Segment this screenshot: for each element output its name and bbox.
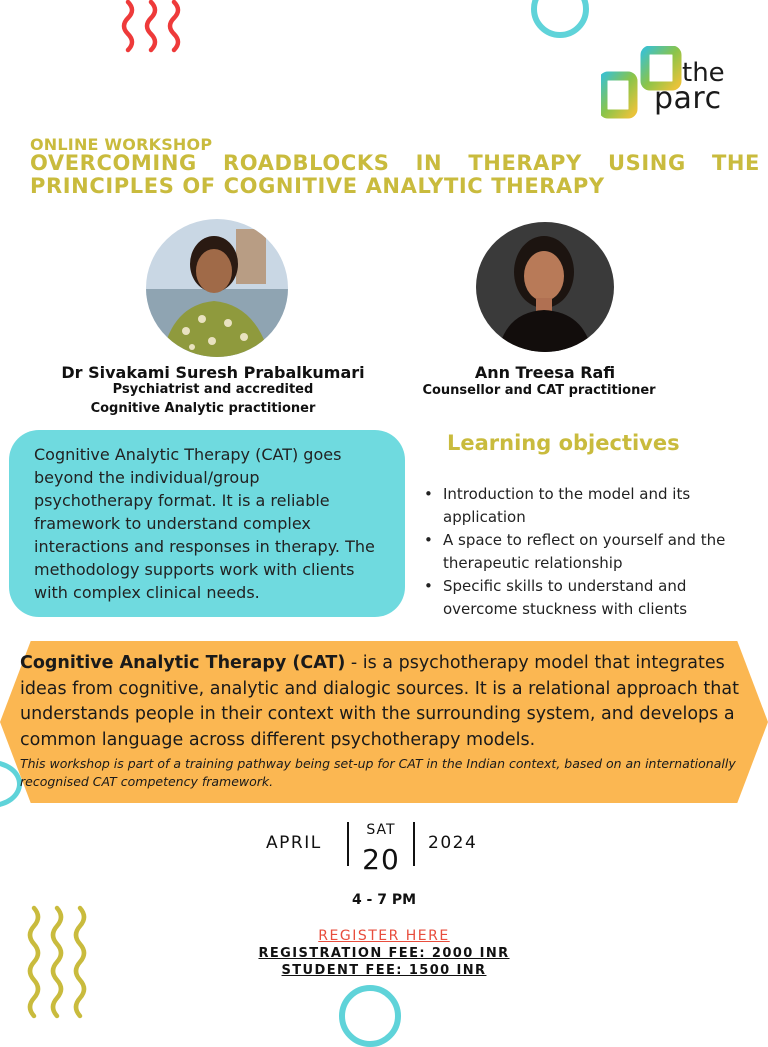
gold-squiggle-decoration [24, 904, 94, 1024]
speaker-1-avatar [146, 219, 288, 357]
event-type-label: ONLINE WORKSHOP [30, 135, 213, 154]
cat-definition-term: Cognitive Analytic Therapy (CAT) [20, 653, 346, 673]
event-weekday: SAT [366, 822, 396, 838]
learning-objectives-heading: Learning objectives [447, 431, 680, 455]
cat-intro-text: Cognitive Analytic Therapy (CAT) goes beyond the individual/group psychotherapy format. It is a reliable framework to understand complex interactions and responses in therapy. The methodology supports work with clients with complex clinical needs. [34, 445, 375, 602]
speaker-2-avatar [476, 222, 614, 352]
speaker-1-name: Dr Sivakami Suresh Prabalkumari [61, 363, 365, 382]
bullet-icon: • [424, 531, 433, 549]
student-fee: STUDENT FEE: 1500 INR [281, 963, 487, 978]
speaker-2-name: Ann Treesa Rafi [474, 363, 616, 382]
cat-definition-text [20, 651, 750, 753]
list-item: • Specific skills to understand and overcome stuckness with clients [424, 577, 688, 618]
date-divider-right [413, 822, 415, 866]
event-day: 20 [362, 843, 400, 876]
ring-decoration-bottom [339, 985, 401, 1047]
event-month: APRIL [266, 833, 322, 853]
date-divider-left [347, 822, 349, 866]
speaker-2-role-line-1: Counsellor and CAT practitioner [422, 383, 656, 398]
list-item: • A space to reflect on yourself and the therapeutic relationship [424, 531, 726, 572]
registration-fee: REGISTRATION FEE: 2000 INR [258, 946, 510, 961]
cat-intro-box [9, 430, 405, 617]
cat-definition-body: - is a psychotherapy model that integrates ideas from cognitive, analytic and dialogic sources. It is a relational approach that understands people in their context with the surrounding system, and develops a common language across different psychotherapy models. [20, 653, 739, 750]
training-pathway-note: This workshop is part of a training pathway being set-up for CAT in the Indian context, based on an internationally recognised CAT competency framework. [20, 756, 736, 789]
event-year: 2024 [428, 833, 478, 853]
speaker-1-role-line-2: Cognitive Analytic practitioner [90, 401, 316, 416]
ring-decoration-top [531, 0, 589, 38]
logo-text-parc: parc [654, 81, 722, 116]
bullet-icon: • [424, 485, 433, 503]
workshop-title: OVERCOMING ROADBLOCKS IN THERAPY USING THE PRINCIPLES OF COGNITIVE ANALYTIC THERAPY [30, 151, 760, 198]
list-item: • Introduction to the model and its application [424, 485, 691, 526]
red-squiggle-decoration [118, 0, 188, 56]
bullet-icon: • [424, 577, 433, 595]
speaker-1-role-line-1: Psychiatrist and accredited [112, 382, 314, 397]
learning-objectives-list [424, 483, 764, 621]
logo-text-the: the [682, 58, 725, 88]
event-time: 4 - 7 PM [351, 892, 417, 908]
register-here-link[interactable]: REGISTER HERE [318, 928, 450, 944]
